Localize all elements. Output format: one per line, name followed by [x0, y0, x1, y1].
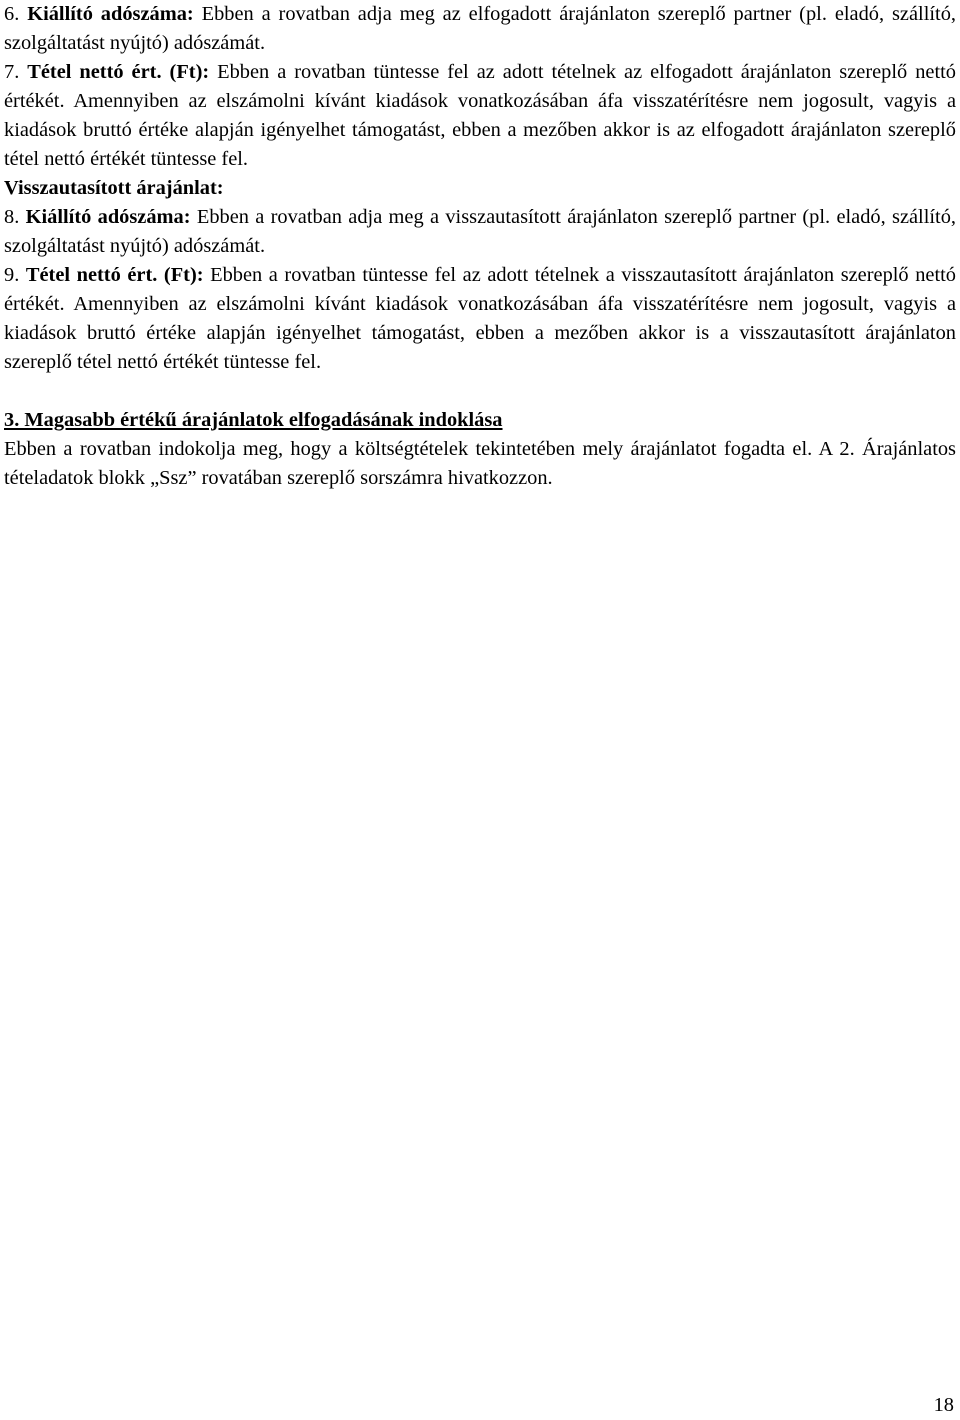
- item-7-text: Ebben a rovatban tüntesse fel az adott tételnek az elfogadott árajánlaton szereplő nettó értékét. Amennyiben az elszámolni kívánt kiadások vonatkozásában áfa visszatérítésre nem jogosult, vagyis a kiadások bruttó értéke alapján igényelhet támogatást, ebben a mezőben akkor is az elfogadott árajánlaton szereplő tétel nettó értékét tüntesse fel.: [4, 61, 956, 170]
- item-8: [4, 203, 956, 261]
- item-6-label: Kiállító adószáma:: [27, 3, 194, 25]
- page-number: 18: [933, 1394, 954, 1416]
- item-9-number: 9.: [4, 264, 20, 286]
- item-8-number: 8.: [4, 206, 20, 228]
- item-7-label-suffix: (Ft):: [169, 61, 210, 83]
- item-6-number: 6.: [4, 3, 20, 25]
- item-6-text: Ebben a rovatban adja meg az elfogadott árajánlaton szereplő partner (pl. eladó, szállító, szolgáltatást nyújtó) adószámát.: [4, 3, 956, 54]
- item-9-text: Ebben a rovatban tüntesse fel az adott tételnek a visszautasított árajánlaton szereplő nettó értékét. Amennyiben az elszámolni kívánt kiadások vonatkozásában áfa visszatérítésre nem jogosult, vagyis a kiadások bruttó értéke alapján igényelhet támogatást, ebben a mezőben akkor is a visszautasított árajánlaton szereplő tétel nettó értékét tüntesse fel.: [4, 264, 956, 373]
- item-6: [4, 0, 956, 58]
- rejected-offer-heading: Visszautasított árajánlat:: [4, 177, 224, 199]
- section-3-text: Ebben a rovatban indokolja meg, hogy a költségtételek tekintetében mely árajánlatot fogadta el. A 2. Árajánlatos tételadatok blokk „Ssz” rovatában szereplő sorszámra hivatkozzon.: [4, 438, 956, 489]
- item-7-label: Tétel nettó ért.: [27, 61, 162, 83]
- item-7-number: 7.: [4, 61, 20, 83]
- section-3-heading: [4, 406, 956, 435]
- section-spacer: [4, 377, 956, 406]
- item-8-text: Ebben a rovatban adja meg a visszautasított árajánlaton szereplő partner (pl. eladó, szállító, szolgáltatást nyújtó) adószámát.: [4, 206, 956, 257]
- item-9-label-suffix: (Ft):: [163, 264, 204, 286]
- item-9: [4, 261, 956, 377]
- section-3-title: 3. Magasabb értékű árajánlatok elfogadásának indoklása: [4, 409, 503, 431]
- item-8-label: Kiállító adószáma:: [25, 206, 191, 228]
- item-9-label: Tétel nettó ért.: [25, 264, 158, 286]
- document-page: [4, 0, 956, 493]
- item-7: [4, 58, 956, 174]
